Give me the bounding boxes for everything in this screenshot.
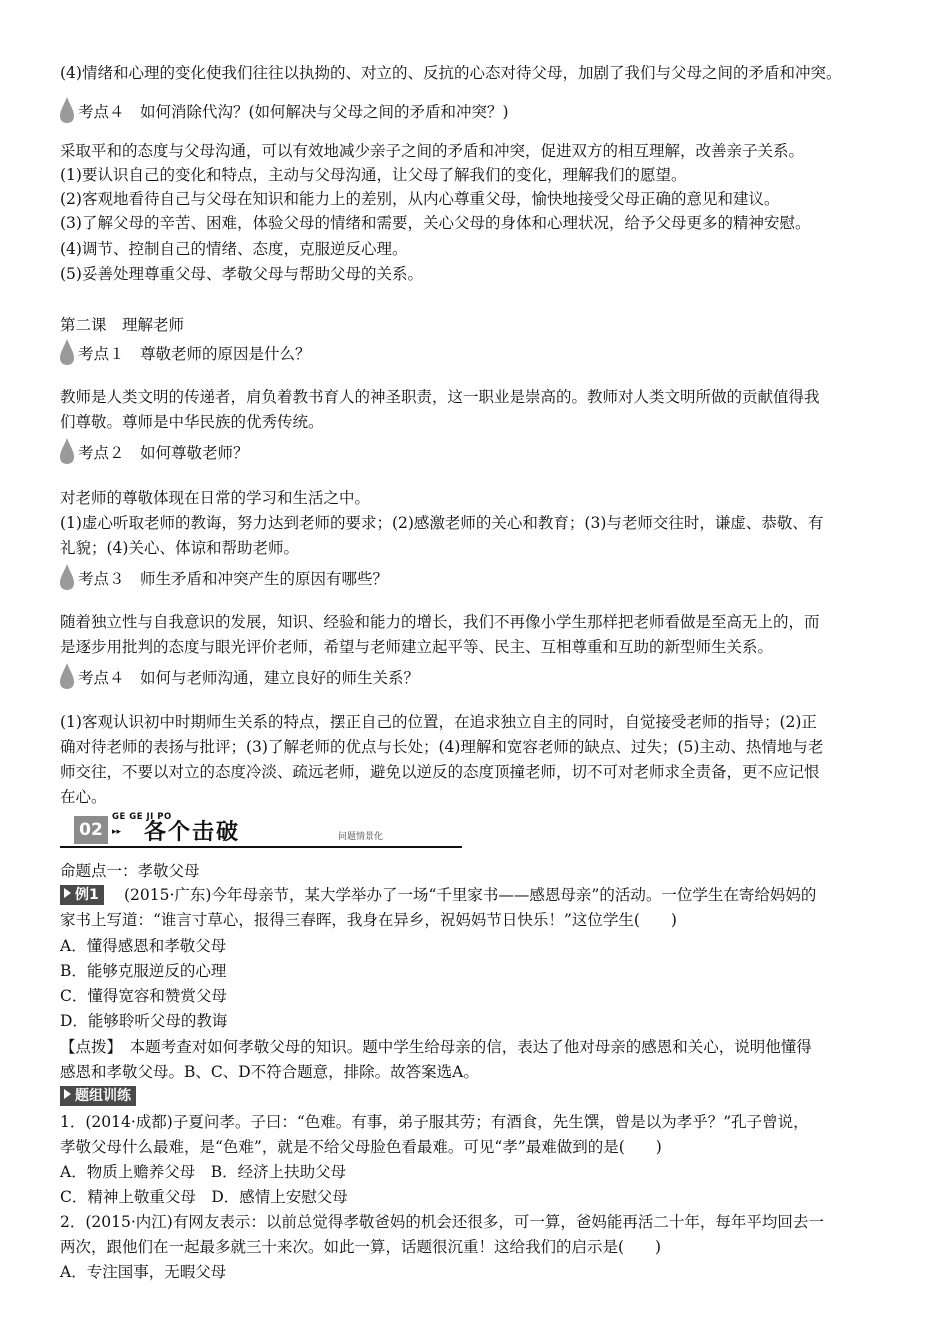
text-line: 孝敬父母什么最难，是“色难”，就是不给父母脸色看最难。可见“孝”最难做到的是( )	[60, 1138, 662, 1156]
kaodian-heading	[58, 338, 658, 368]
kaodian-title: 考点４ 如何与老师沟通，建立良好的师生关系？	[78, 669, 420, 687]
text-line: 随着独立性与自我意识的发展，知识、经验和能力的增长，我们不再像小学生那样把老师看做是至高无上的，而	[60, 613, 820, 631]
drill-tag-label: 题组训练	[75, 1088, 131, 1104]
option-item: C．懂得宽容和赞赏父母	[60, 987, 227, 1005]
double-arrow-icon: ▸▸	[112, 827, 122, 837]
text-line: 们尊敬。尊师是中华民族的优秀传统。	[60, 413, 324, 431]
droplet-icon	[58, 662, 76, 690]
option-item: C．精神上敬重父母 D．感情上安慰父母	[60, 1188, 348, 1206]
droplet-icon	[58, 96, 76, 124]
text-line: 家书上写道：“谁言寸草心，报得三春晖，我身在异乡，祝妈妈节日快乐！”这位学生( )	[60, 911, 677, 929]
text-line: 教师是人类文明的传递者，肩负着教书育人的神圣职责，这一职业是崇高的。教师对人类文明所做的贡献值得我	[60, 388, 820, 406]
droplet-icon	[58, 437, 76, 465]
text-line: 是逐步用批判的态度与眼光评价老师，希望与老师建立起平等、民主、互相尊重和互助的新型师生关系。	[60, 638, 774, 656]
kaodian-heading	[58, 96, 658, 126]
text-line: (4)调节、控制自己的情绪、态度，克服逆反心理。	[60, 240, 408, 258]
text-line: (1)客观认识初中时期师生关系的特点，摆正自己的位置，在追求独立自主的同时，自觉接受老师的指导；(2)正	[60, 713, 817, 731]
section-pinyin: GE GE JI PO	[112, 812, 172, 822]
play-triangle-icon	[64, 1089, 71, 1099]
text-line: 对老师的尊敬体现在日常的学习和生活之中。	[60, 489, 371, 507]
text-line: (1)虚心听取老师的教诲，努力达到老师的要求；(2)感激老师的关心和教育；(3)与老师交往时，谦虚、恭敬、有	[60, 514, 824, 532]
lesson-title: 第二课 理解老师	[60, 316, 185, 334]
kaodian-title: 考点３ 师生矛盾和冲突产生的原因有哪些？	[78, 570, 389, 588]
example-tag-label: 例1	[75, 887, 99, 903]
text-line: (1)要认识自己的变化和特点，主动与父母沟通，让父母了解我们的变化，理解我们的愿望。	[60, 166, 687, 184]
text-line: (3)了解父母的辛苦、困难，体验父母的情绪和需要，关心父母的身体和心理状况，给予父母更多的精神安慰。	[60, 214, 811, 232]
text-line: 确对待老师的表扬与批评；(3)了解老师的优点与长处；(4)理解和宽容老师的缺点、过失；(5)主动、热情地与老	[60, 738, 824, 756]
text-line: 两次，跟他们在一起最多就三十来次。如此一算，话题很沉重！这给我们的启示是( )	[60, 1238, 662, 1256]
droplet-icon	[58, 563, 76, 591]
section-number: 02	[74, 816, 108, 844]
kaodian-heading	[58, 662, 658, 692]
option-item: B．能够克服逆反的心理	[60, 962, 227, 980]
text-line: (2)客观地看待自己与父母在知识和能力上的差别，从内心尊重父母，愉快地接受父母正确的意见和建议。	[60, 190, 780, 208]
text-line: 师交往，不要以对立的态度冷淡、疏远老师，避免以逆反的态度顶撞老师，切不可对老师求全责备，更不应记恨	[60, 763, 820, 781]
proposition-title: 命题点一：孝敬父母	[60, 862, 200, 880]
option-item: D．能够聆听父母的教诲	[60, 1012, 228, 1030]
option-item: A．专注国事，无暇父母	[60, 1263, 227, 1281]
kaodian-title: 考点４ 如何消除代沟？(如何解决与父母之间的矛盾和冲突？)	[78, 103, 509, 121]
option-item: A．物质上赡养父母 B．经济上扶助父母	[60, 1163, 347, 1181]
kaodian-title: 考点２ 如何尊敬老师？	[78, 444, 249, 462]
section-title: 各个击破	[144, 820, 241, 845]
drill-tag	[60, 1086, 136, 1106]
section-rule	[60, 846, 462, 848]
section-banner	[60, 810, 462, 848]
hint-line: 感恩和孝敬父母。B、C、D不符合题意，排除。故答案选A。	[60, 1063, 479, 1081]
example-tag	[60, 885, 104, 905]
kaodian-heading	[58, 437, 658, 467]
play-triangle-icon	[64, 888, 71, 898]
text-line: 1．(2014·成都)子夏问孝。子曰：“色难。有事，弟子服其劳；有酒食，先生馔，曾是以为孝乎？”孔子曾说，	[60, 1113, 809, 1131]
text-line: 2．(2015·内江)有网友表示：以前总觉得孝敬爸妈的机会还很多，可一算，爸妈能再活二十年，每年平均回去一	[60, 1213, 824, 1231]
kaodian-title: 考点１ 尊敬老师的原因是什么？	[78, 345, 311, 363]
text-line: 在心。	[60, 788, 107, 806]
kaodian-heading	[58, 563, 658, 593]
option-item: A．懂得感恩和孝敬父母	[60, 937, 227, 955]
hint-line: 【点拨】 本题考查对如何孝敬父母的知识。题中学生给母亲的信，表达了他对母亲的感恩和关心，说明他懂得	[60, 1038, 812, 1056]
section-subtitle: 问题情景化	[338, 832, 384, 842]
text-line: 礼貌；(4)关心、体谅和帮助老师。	[60, 539, 299, 557]
droplet-icon	[58, 338, 76, 366]
text-line: (2015·广东)今年母亲节，某大学举办了一场“千里家书——感恩母亲”的活动。一位学生在寄给妈妈的	[124, 886, 817, 904]
text-line: (4)情绪和心理的变化使我们往往以执拗的、对立的、反抗的心态对待父母，加剧了我们与父母之间的矛盾和冲突。	[60, 64, 842, 82]
text-line: 采取平和的态度与父母沟通，可以有效地减少亲子之间的矛盾和冲突，促进双方的相互理解，改善亲子关系。	[60, 142, 805, 160]
text-line: (5)妥善处理尊重父母、孝敬父母与帮助父母的关系。	[60, 265, 423, 283]
